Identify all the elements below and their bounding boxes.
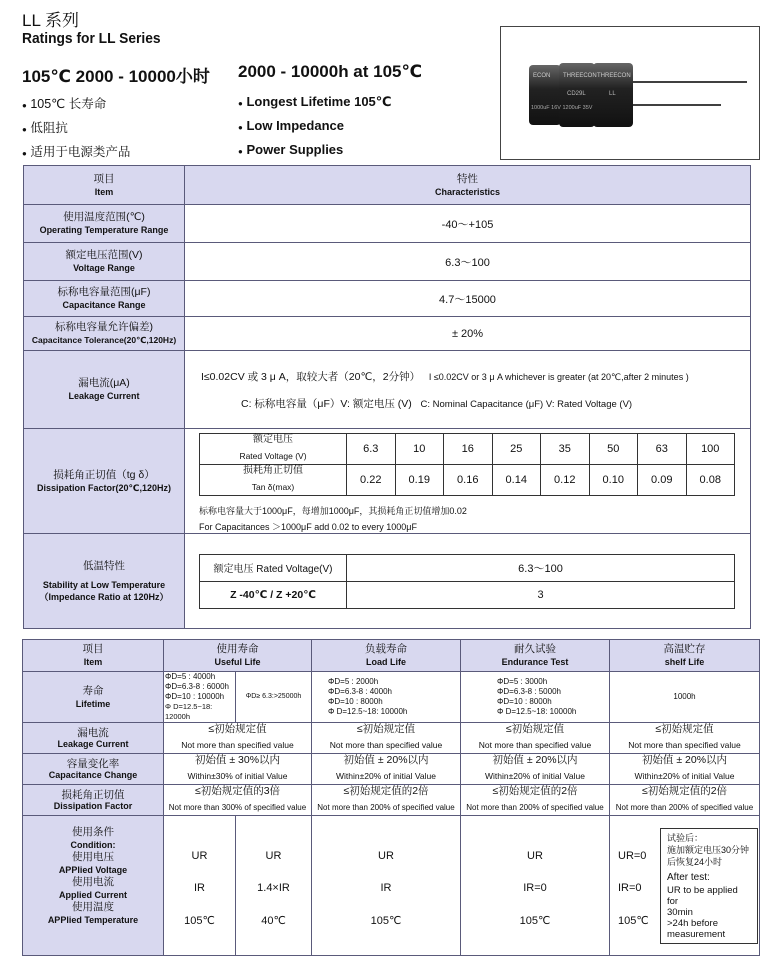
endurance-df: ≤初始规定值的2倍 Not more than 200% of specified value bbox=[461, 785, 610, 816]
low-z-value: 3 bbox=[347, 581, 735, 608]
cap-label: 标称电容量范围(μF) Capacitance Range bbox=[24, 281, 185, 317]
df-tan: 0.22 bbox=[347, 465, 396, 496]
load-life-header: 负载寿命 Load Life bbox=[312, 640, 461, 672]
shelf-life-header: 高温贮存 shelf Life bbox=[610, 640, 760, 672]
df-tan: 0.12 bbox=[541, 465, 590, 496]
df-voltage: 16 bbox=[444, 434, 493, 465]
feature-en-3: ● Power Supplies bbox=[238, 142, 344, 157]
useful-lifetime: ΦD=5 : 4000h ΦD=6.3-8 : 6000h ΦD=10 : 10000h Φ D=12.5~18: 12000h bbox=[164, 672, 236, 723]
low-rv-value: 6.3～100 bbox=[347, 554, 735, 581]
df-voltage: 35 bbox=[541, 434, 590, 465]
df-value bbox=[185, 429, 751, 534]
tol-value: ± 20% bbox=[185, 317, 751, 351]
capacitor-illustration bbox=[501, 27, 759, 159]
df-table bbox=[199, 433, 735, 496]
endurance-header: 耐久试验 Endurance Test bbox=[461, 640, 610, 672]
df-tan: 0.14 bbox=[492, 465, 541, 496]
df-voltage: 100 bbox=[686, 434, 735, 465]
cap-text: CD29L bbox=[567, 91, 586, 97]
df-life-label: 损耗角正切值 Dissipation Factor bbox=[23, 785, 164, 816]
cap-text: ECON bbox=[533, 73, 551, 79]
cap-value: 4.7～15000 bbox=[185, 281, 751, 317]
low-rv-label: 额定电压 Rated Voltage(V) bbox=[200, 554, 347, 581]
lifetime-label: 寿命 Lifetime bbox=[23, 672, 164, 723]
low-z-label: Z -40℃ / Z +20℃ bbox=[200, 581, 347, 608]
shelf-capchange: 初始值 ± 20%以内 Within±20% of initial Value bbox=[610, 754, 760, 785]
df-tan-label: 损耗角正切值 Tan δ(max) bbox=[200, 465, 347, 496]
cap-text: 1000uF 16V 1200uF 35V bbox=[531, 105, 593, 111]
df-tan: 0.10 bbox=[589, 465, 638, 496]
load-df: ≤初始规定值的2倍 Not more than 200% of specified value bbox=[312, 785, 461, 816]
characteristics-header: 特性 Characteristics bbox=[185, 166, 751, 205]
load-condition: UR IR 105℃ bbox=[312, 816, 461, 956]
temp-label: 使用温度范围(℃) Operating Temperature Range bbox=[24, 205, 185, 243]
series-title-cn: LL 系列 bbox=[22, 11, 80, 30]
endurance-capchange: 初始值 ± 20%以内 Within±20% of initial Value bbox=[461, 754, 610, 785]
headline-cn: 105℃ 2000 - 10000小时 bbox=[22, 67, 210, 86]
df-voltage: 50 bbox=[589, 434, 638, 465]
shelf-df: ≤初始规定值的2倍 Not more than 200% of specified value bbox=[610, 785, 760, 816]
useful-lifetime-extra: ΦD≥ 6.3:>25000h bbox=[236, 672, 312, 723]
df-tan: 0.16 bbox=[444, 465, 493, 496]
leak-legend-cn: C: 标称电容量（μF）V: 额定电压 (V) bbox=[241, 397, 412, 410]
leak-value bbox=[185, 351, 751, 429]
df-tan: 0.19 bbox=[395, 465, 444, 496]
useful-leakage: ≤初始规定值 Not more than specified value bbox=[164, 723, 312, 754]
low-temp-label: 低温特性 Stability at Low Temperature （Impedance Ratio at 120Hz） bbox=[24, 534, 185, 629]
leak-label: 漏电流(μA) Leakage Current bbox=[24, 351, 185, 429]
shelf-lifetime: 1000h bbox=[610, 672, 760, 723]
feature-en-1: ● Longest Lifetime 105℃ bbox=[238, 94, 392, 109]
ratings-table bbox=[23, 165, 751, 629]
headline-en: 2000 - 10000h at 105℃ bbox=[238, 62, 423, 81]
low-temp-value bbox=[185, 534, 751, 629]
cap-text: THREECON bbox=[563, 73, 597, 79]
shelf-leakage: ≤初始规定值 Not more than specified value bbox=[610, 723, 760, 754]
load-capchange: 初始值 ± 20%以内 Within±20% of initial Value bbox=[312, 754, 461, 785]
feature-cn-3: ● 适用于电源类产品 bbox=[22, 145, 131, 159]
useful-condition-b: UR 1.4×IR 40℃ bbox=[236, 816, 312, 956]
shelf-condition: UR=0 IR=0 105℃ 试验后： 施加额定电压30分钟 后恢复24小时 After test: UR to be applied for 30min >24h before measurement bbox=[610, 816, 760, 956]
product-photo bbox=[500, 26, 760, 160]
useful-condition-a: UR IR 105℃ bbox=[164, 816, 236, 956]
df-rv-label: 额定电压 Rated Voltage (V) bbox=[200, 434, 347, 465]
feature-en-2: ● Low Impedance bbox=[238, 118, 344, 133]
voltage-value: 6.3～100 bbox=[185, 243, 751, 281]
condition-label: 使用条件 Condition: 使用电压 APPlied Voltage 使用电流 Applied Current 使用温度 APPlied Temperature bbox=[23, 816, 164, 956]
endurance-lifetime: ΦD=5 : 3000h ΦD=6.3-8 : 5000h ΦD=10 : 8000h Φ D=12.5~18: 10000h bbox=[461, 672, 610, 723]
life-table bbox=[22, 639, 760, 956]
df-note-cn: 标称电容量大于1000μF，每增加1000μF，其损耗角正切值增加0.02 bbox=[199, 506, 467, 516]
df-voltage: 25 bbox=[492, 434, 541, 465]
cap-text: THREECON bbox=[597, 73, 631, 79]
low-temp-table bbox=[199, 554, 735, 609]
leak-formula-en: I ≤0.02CV or 3 μ A whichever is greater (at 20℃,after 2 minutes ) bbox=[428, 371, 689, 382]
load-leakage: ≤初始规定值 Not more than specified value bbox=[312, 723, 461, 754]
cap-text: LL bbox=[609, 91, 616, 97]
feature-cn-2: ● 低阻抗 bbox=[22, 121, 68, 135]
endurance-leakage: ≤初始规定值 Not more than specified value bbox=[461, 723, 610, 754]
df-voltage: 10 bbox=[395, 434, 444, 465]
df-voltage: 63 bbox=[638, 434, 687, 465]
item-header: 项目 Item bbox=[24, 166, 185, 205]
feature-cn-1: ● 105℃ 长寿命 bbox=[22, 97, 107, 111]
df-tan: 0.08 bbox=[686, 465, 735, 496]
useful-capchange: 初始值 ± 30%以内 Within±30% of initial Value bbox=[164, 754, 312, 785]
leak-formula-cn: I≤0.02CV 或 3 μ A，取较大者（20℃，2分钟） bbox=[201, 370, 421, 383]
load-lifetime: ΦD=5 : 2000h ΦD=6.3-8 : 4000h ΦD=10 : 8000h Φ D=12.5~18: 10000h bbox=[312, 672, 461, 723]
leak-legend-en: C: Nominal Capacitance (μF) V: Rated Voltage (V) bbox=[420, 398, 633, 410]
df-label: 损耗角正切值（tg δ） Dissipation Factor(20℃,120Hz) bbox=[24, 429, 185, 534]
df-note-en: For Capacitances ＞1000μF add 0.02 to every 1000μF bbox=[199, 522, 417, 532]
useful-life-header: 使用寿命 Useful Life bbox=[164, 640, 312, 672]
useful-df: ≤初始规定值的3倍 Not more than 300% of specified value bbox=[164, 785, 312, 816]
tol-label: 标称电容量允许偏差) Capacitance Tolerance(20℃,120Hz) bbox=[24, 317, 185, 351]
voltage-label: 额定电压范围(V) Voltage Range bbox=[24, 243, 185, 281]
endurance-condition: UR IR=0 105℃ bbox=[461, 816, 610, 956]
life-item-header: 项目 Item bbox=[23, 640, 164, 672]
capchange-label: 容量变化率 Capacitance Change bbox=[23, 754, 164, 785]
series-title-en: Ratings for LL Series bbox=[22, 30, 161, 47]
df-tan: 0.09 bbox=[638, 465, 687, 496]
df-voltage: 6.3 bbox=[347, 434, 396, 465]
shelf-note-box: 试验后： 施加额定电压30分钟 后恢复24小时 After test: UR to be applied for 30min >24h before measurement bbox=[660, 828, 758, 944]
leakage-label: 漏电流 Leakage Current bbox=[23, 723, 164, 754]
temp-value: -40～+105 bbox=[185, 205, 751, 243]
